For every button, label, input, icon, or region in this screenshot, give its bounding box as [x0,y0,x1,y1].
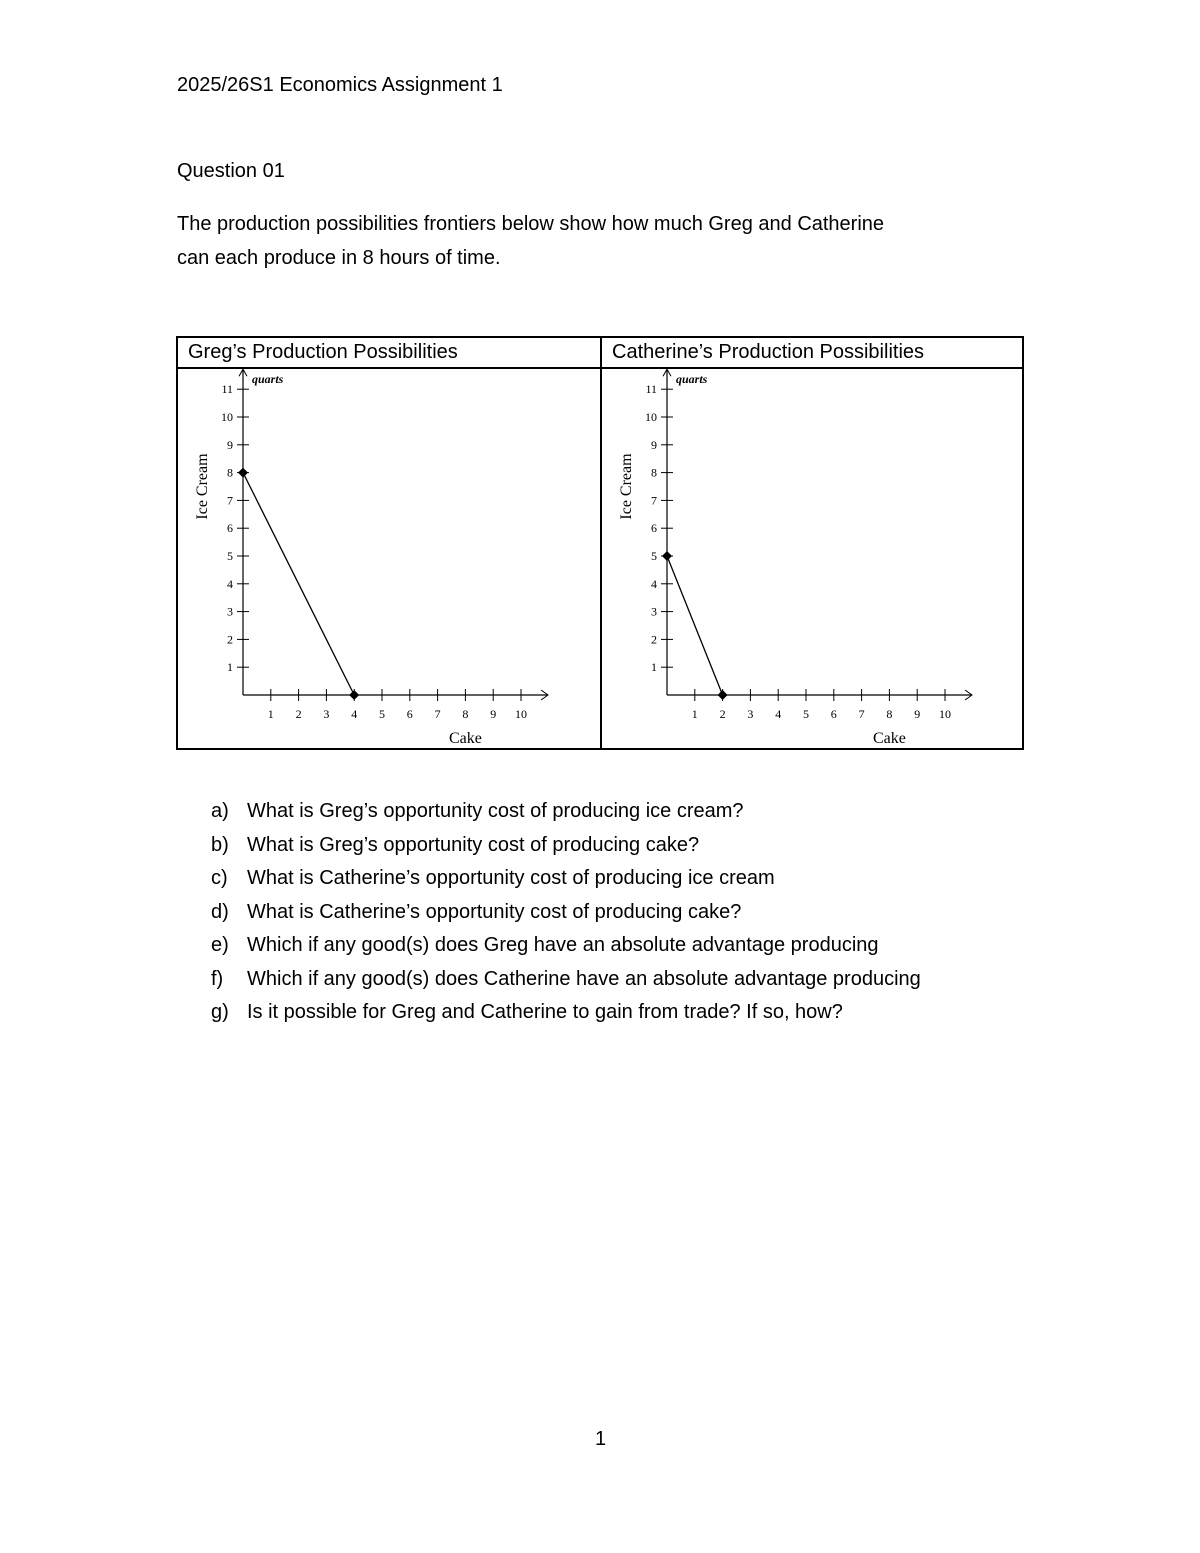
y-tick-label: 3 [227,604,233,619]
x-tick-label: 5 [379,707,385,721]
x-tick-label: 3 [747,707,754,721]
y-tick-label: 2 [227,632,233,647]
x-tick-label: 8 [462,707,469,721]
y-tick-label: 5 [227,549,233,563]
x-tick-label: 8 [886,707,893,721]
y-tick-label: 8 [651,465,657,480]
x-axis-title: Cake [448,730,482,747]
y-tick-label: 9 [227,437,233,452]
y-tick-label: 11 [221,382,233,397]
question-text: What is Catherine’s opportunity cost of producing cake? [247,900,742,923]
x-tick-label: 2 [719,707,726,721]
y-axis-title: Ice Cream [618,453,635,520]
x-tick-label: 5 [803,707,809,721]
y-tick-label: 9 [651,437,657,452]
y-tick-label: 1 [651,660,657,675]
y-tick-label: 2 [651,632,657,647]
ppf-table [176,336,1024,750]
greg-chart-title: Greg’s Production Possibilities [188,341,458,363]
x-tick-label: 3 [323,707,330,721]
x-axis-title: Cake [872,730,906,747]
intro-line-1: The production possibilities frontiers below show how much Greg and Catherine [177,213,885,235]
question-text: Is it possible for Greg and Catherine to gain from trade? If so, how? [247,1001,843,1023]
question-letter: a) [211,800,229,822]
x-tick-label: 10 [939,707,951,721]
x-tick-label: 10 [515,707,527,721]
ppf-endpoint-marker [349,690,359,700]
x-tick-label: 6 [406,707,413,721]
x-tick-label: 6 [830,707,837,721]
ppf-line [243,473,354,695]
question-letter: b) [211,833,229,856]
question-text: Which if any good(s) does Catherine have an absolute advantage producing [247,967,921,990]
x-tick-label: 4 [351,707,358,721]
question-letter: f) [211,967,224,990]
ppf-endpoint-marker [662,551,672,561]
chart-svg [178,369,598,747]
y-tick-label: 11 [645,382,657,397]
question-letter: d) [211,900,229,923]
x-tick-label: 7 [858,707,865,721]
x-tick-label: 1 [267,707,274,721]
x-tick-label: 1 [691,707,698,721]
intro-line-2: can each produce in 8 hours of time. [177,247,501,269]
document-header: 2025/26S1 Economics Assignment 1 [177,74,503,96]
y-tick-label: 1 [227,660,233,675]
x-tick-label: 7 [434,707,441,721]
ppf-endpoint-marker [238,468,248,478]
question-text: Which if any good(s) does Greg have an absolute advantage producing [247,934,879,956]
y-tick-label: 4 [651,576,657,591]
ppf-line [667,556,723,695]
question-intro [177,207,1037,275]
question-text: What is Greg’s opportunity cost of producing ice cream? [247,800,744,822]
y-tick-label: 4 [227,576,233,591]
question-letter: c) [211,867,228,889]
question-text: What is Greg’s opportunity cost of producing cake? [247,833,700,856]
y-tick-label: 7 [651,493,657,508]
catherine-ppf-chart [602,369,1022,747]
greg-ppf-chart [178,369,598,747]
x-tick-label: 9 [490,707,497,721]
y-tick-label: 10 [221,410,233,424]
y-tick-label: 7 [227,493,233,508]
x-tick-label: 2 [295,707,302,721]
question-title: Question 01 [177,160,285,182]
chart-svg [602,369,1022,747]
y-tick-label: 5 [651,549,657,563]
ppf-endpoint-marker [718,690,728,700]
y-unit-label: quarts [676,372,708,387]
y-tick-label: 10 [645,410,657,424]
y-unit-label: quarts [252,372,284,387]
y-tick-label: 6 [227,521,233,536]
x-tick-label: 4 [775,707,782,721]
question-text: What is Catherine’s opportunity cost of producing ice cream [247,867,775,889]
catherine-chart-title: Catherine’s Production Possibilities [612,341,925,363]
y-tick-label: 3 [651,604,657,619]
y-tick-label: 8 [227,465,233,480]
question-letter: g) [211,1001,229,1023]
x-tick-label: 9 [914,707,921,721]
question-letter: e) [211,934,229,956]
page-number: 1 [595,1428,607,1450]
y-axis-title: Ice Cream [194,453,211,520]
y-tick-label: 6 [651,521,657,536]
